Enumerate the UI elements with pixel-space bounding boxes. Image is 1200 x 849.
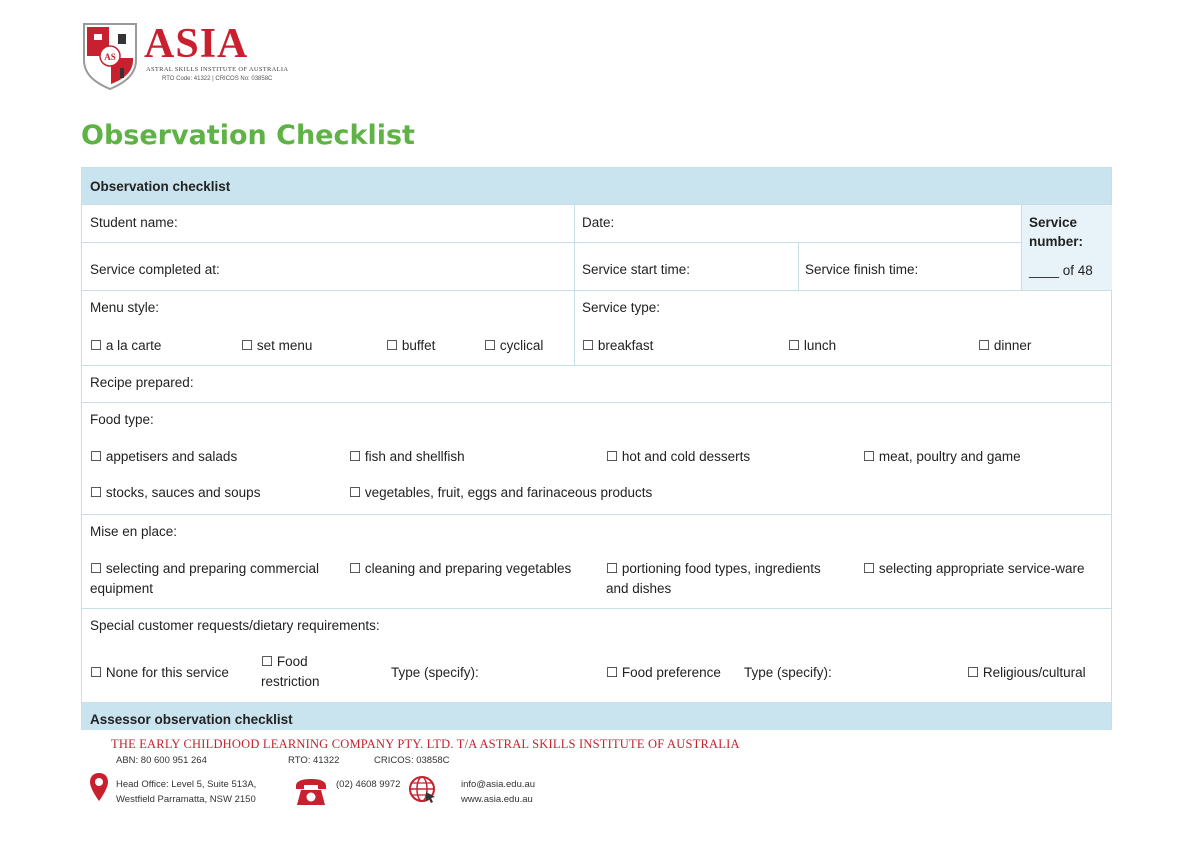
brand-name: ASIA xyxy=(144,21,249,67)
special-requests-label: Special customer requests/dietary requirements: xyxy=(90,618,380,633)
brand-codes: RTO Code: 41322 | CRICOS No: 03858C xyxy=(162,76,273,82)
mise-option-vegetables[interactable]: ☐ cleaning and preparing vegetables xyxy=(349,561,572,576)
special-requests-row xyxy=(81,609,1112,703)
mise-option-equipment[interactable]: ☐ selecting and preparing commercial equipment xyxy=(90,561,319,596)
footer-abn: ABN: 80 600 951 264 xyxy=(116,755,207,766)
menu-option-set-menu[interactable]: ☐ set menu xyxy=(241,338,313,353)
assessor-header-row xyxy=(81,703,1112,730)
service-number-value[interactable]: ____ of 48 xyxy=(1029,263,1093,278)
special-food-restriction-option[interactable]: ☐ Food restriction xyxy=(261,654,320,689)
asia-logo xyxy=(82,22,302,90)
food-option-desserts[interactable]: ☐ hot and cold desserts xyxy=(606,449,751,464)
recipe-row xyxy=(81,366,1112,403)
mise-option-service-ware[interactable]: ☐ selecting appropriate service-ware xyxy=(863,561,1085,576)
table-header-row xyxy=(81,167,1112,205)
location-pin-icon xyxy=(89,772,109,802)
menu-option-a-la-carte[interactable]: ☐ a la carte xyxy=(90,338,162,353)
globe-icon xyxy=(407,774,437,804)
student-info-row xyxy=(81,205,1112,291)
service-finish-label[interactable]: Service finish time: xyxy=(805,262,919,277)
food-option-meat[interactable]: ☐ meat, poultry and game xyxy=(863,449,1021,464)
footer-cricos: CRICOS: 03858C xyxy=(374,755,450,766)
menu-option-cyclical[interactable]: ☐ cyclical xyxy=(484,338,544,353)
special-type-specify-1[interactable]: Type (specify): xyxy=(391,665,479,680)
footer-office-line1: Head Office: Level 5, Suite 513A, xyxy=(116,779,257,790)
mise-en-place-row xyxy=(81,515,1112,609)
table-header: Observation checklist xyxy=(90,179,231,194)
date-label[interactable]: Date: xyxy=(582,215,615,230)
special-type-specify-2[interactable]: Type (specify): xyxy=(744,665,832,680)
food-option-fish[interactable]: ☐ fish and shellfish xyxy=(349,449,465,464)
service-option-lunch[interactable]: ☐ lunch xyxy=(788,338,837,353)
brand-subtitle: ASTRAL SKILLS INSTITUTE OF AUSTRALIA xyxy=(146,66,289,73)
mise-en-place-label: Mise en place: xyxy=(90,524,178,539)
footer-office-line2: Westfield Parramatta, NSW 2150 xyxy=(116,794,256,805)
footer-rto: RTO: 41322 xyxy=(288,755,340,766)
service-start-label[interactable]: Service start time: xyxy=(582,262,691,277)
observation-checklist-table xyxy=(81,167,1112,730)
phone-icon xyxy=(294,778,328,806)
mise-option-portioning[interactable]: ☐ portioning food types, ingredients and dishes xyxy=(606,561,821,596)
menu-style-label: Menu style: xyxy=(90,300,160,315)
footer-website[interactable]: www.asia.edu.au xyxy=(461,794,533,805)
shield-logo-icon xyxy=(82,22,138,90)
special-none-option[interactable]: ☐ None for this service xyxy=(90,665,229,680)
food-type-row xyxy=(81,403,1112,515)
page-title: Observation Checklist xyxy=(81,120,415,151)
assessor-header: Assessor observation checklist xyxy=(90,712,293,727)
special-food-preference-option[interactable]: ☐ Food preference xyxy=(606,665,721,680)
service-option-dinner[interactable]: ☐ dinner xyxy=(978,338,1032,353)
recipe-prepared-label[interactable]: Recipe prepared: xyxy=(90,375,194,390)
service-completed-label[interactable]: Service completed at: xyxy=(90,262,220,277)
menu-option-buffet[interactable]: ☐ buffet xyxy=(386,338,436,353)
menu-service-row xyxy=(81,291,1112,366)
footer-email[interactable]: info@asia.edu.au xyxy=(461,779,536,790)
footer-company: THE EARLY CHILDHOOD LEARNING COMPANY PTY. LTD. T/A ASTRAL SKILLS INSTITUTE OF AUSTRALIA xyxy=(111,737,740,751)
shield-text: AS xyxy=(104,52,116,62)
service-number-label: Service number: xyxy=(1029,215,1083,249)
service-type-label: Service type: xyxy=(582,300,661,315)
footer-phone: (02) 4608 9972 xyxy=(336,779,401,790)
student-name-label[interactable]: Student name: xyxy=(90,215,178,230)
service-option-breakfast[interactable]: ☐ breakfast xyxy=(582,338,654,353)
food-option-stocks[interactable]: ☐ stocks, sauces and soups xyxy=(90,485,261,500)
food-option-vegetables[interactable]: ☐ vegetables, fruit, eggs and farinaceous products xyxy=(349,485,653,500)
food-option-appetisers[interactable]: ☐ appetisers and salads xyxy=(90,449,238,464)
special-religious-option[interactable]: ☐ Religious/cultural xyxy=(967,665,1086,680)
food-type-label: Food type: xyxy=(90,412,154,427)
